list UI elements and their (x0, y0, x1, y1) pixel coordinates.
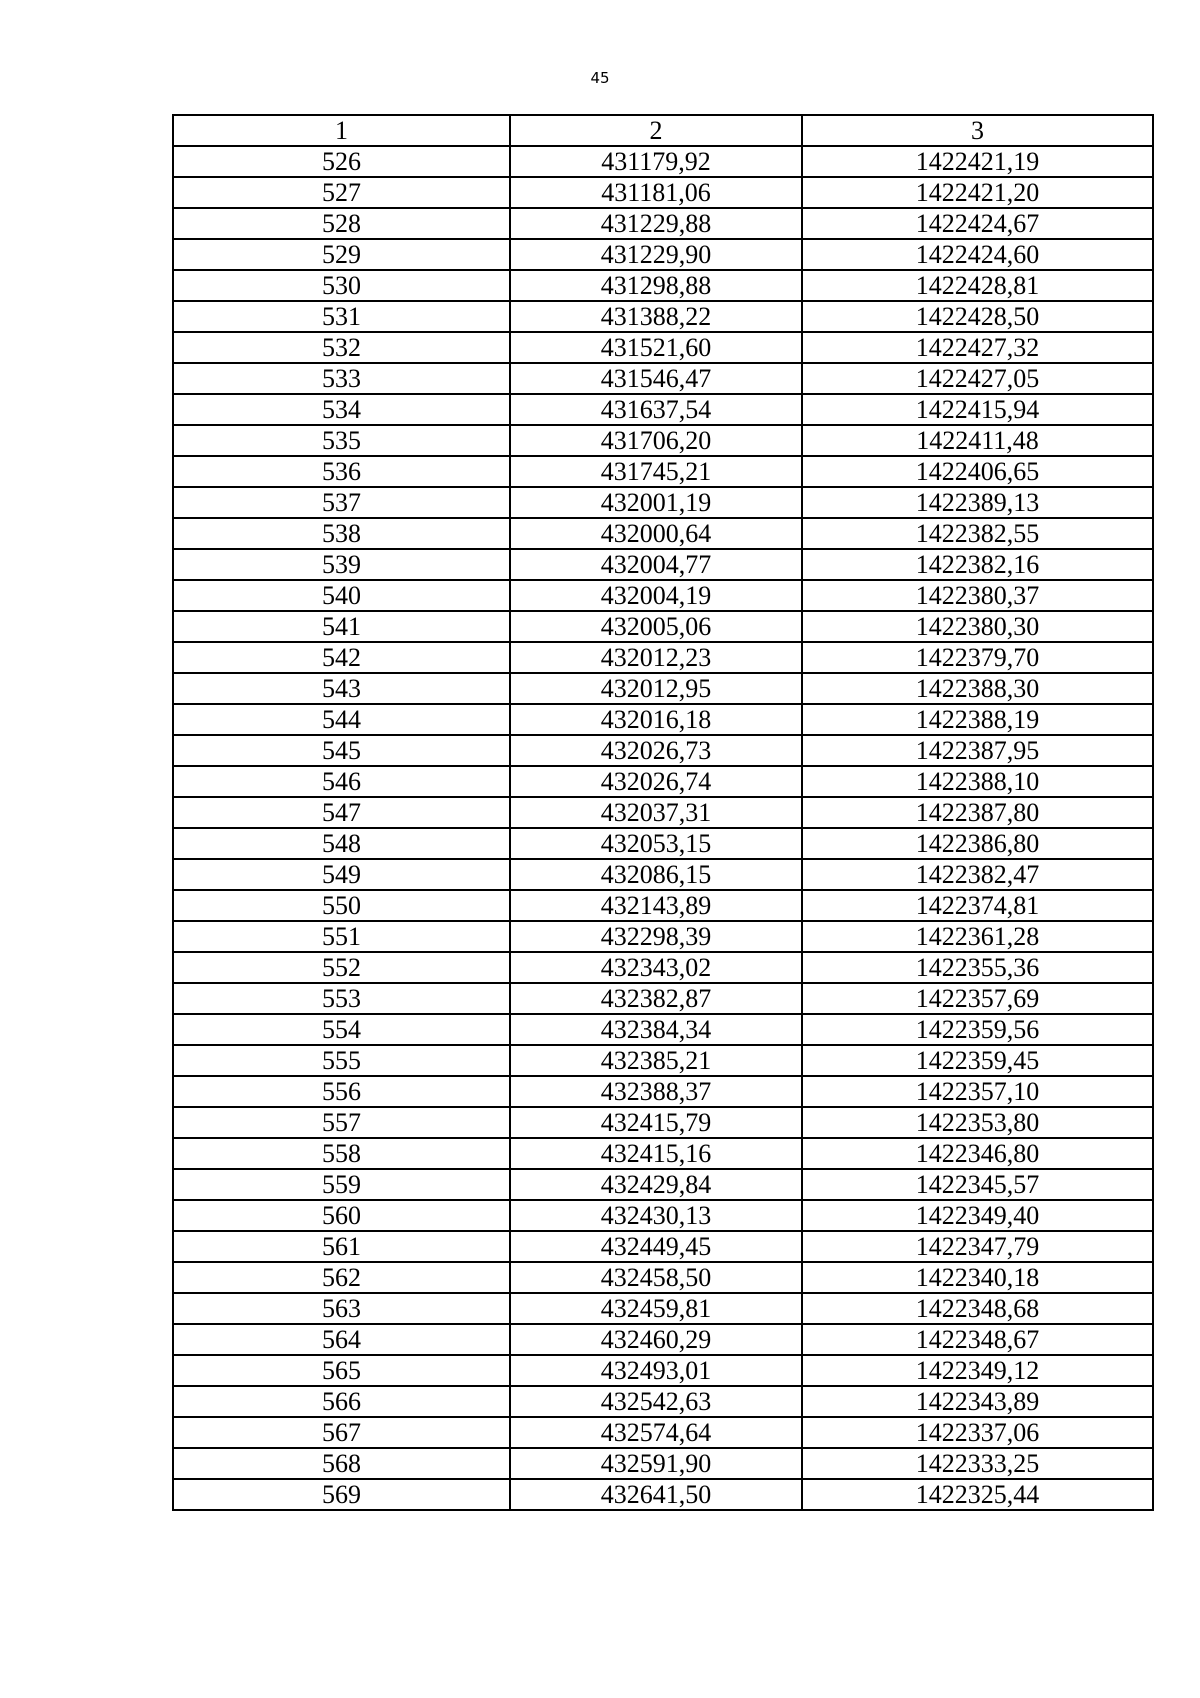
table-row (173, 239, 1153, 270)
x-coordinate-cell: 432574,64 (510, 1417, 802, 1448)
table-row (173, 1169, 1153, 1200)
point-number-cell: 547 (173, 797, 510, 828)
y-coordinate-cell: 1422382,47 (802, 859, 1153, 890)
point-number-cell: 548 (173, 828, 510, 859)
x-coordinate-cell: 432026,74 (510, 766, 802, 797)
point-number-cell: 542 (173, 642, 510, 673)
y-coordinate-cell: 1422361,28 (802, 921, 1153, 952)
table-row (173, 208, 1153, 239)
y-coordinate-cell: 1422382,55 (802, 518, 1153, 549)
point-number-cell: 561 (173, 1231, 510, 1262)
x-coordinate-cell: 432012,95 (510, 673, 802, 704)
table-row (173, 1355, 1153, 1386)
x-coordinate-cell: 432298,39 (510, 921, 802, 952)
y-coordinate-cell: 1422333,25 (802, 1448, 1153, 1479)
table-row (173, 270, 1153, 301)
x-coordinate-cell: 432430,13 (510, 1200, 802, 1231)
point-number-cell: 567 (173, 1417, 510, 1448)
x-coordinate-cell: 432385,21 (510, 1045, 802, 1076)
y-coordinate-cell: 1422427,05 (802, 363, 1153, 394)
table-row (173, 735, 1153, 766)
table-row (173, 301, 1153, 332)
y-coordinate-cell: 1422348,68 (802, 1293, 1153, 1324)
y-coordinate-cell: 1422346,80 (802, 1138, 1153, 1169)
point-number-cell: 535 (173, 425, 510, 456)
table-row (173, 952, 1153, 983)
table-row (173, 859, 1153, 890)
table-row (173, 766, 1153, 797)
y-coordinate-cell: 1422427,32 (802, 332, 1153, 363)
y-coordinate-cell: 1422345,57 (802, 1169, 1153, 1200)
y-coordinate-cell: 1422380,30 (802, 611, 1153, 642)
table-row (173, 921, 1153, 952)
x-coordinate-cell: 432415,79 (510, 1107, 802, 1138)
y-coordinate-cell: 1422359,45 (802, 1045, 1153, 1076)
point-number-cell: 534 (173, 394, 510, 425)
x-coordinate-cell: 431546,47 (510, 363, 802, 394)
y-coordinate-cell: 1422379,70 (802, 642, 1153, 673)
x-coordinate-cell: 432004,19 (510, 580, 802, 611)
x-coordinate-cell: 432000,64 (510, 518, 802, 549)
y-coordinate-cell: 1422325,44 (802, 1479, 1153, 1510)
y-coordinate-cell: 1422421,19 (802, 146, 1153, 177)
table-row (173, 580, 1153, 611)
point-number-cell: 565 (173, 1355, 510, 1386)
x-coordinate-cell: 432591,90 (510, 1448, 802, 1479)
point-number-cell: 540 (173, 580, 510, 611)
point-number-cell: 541 (173, 611, 510, 642)
x-coordinate-cell: 432053,15 (510, 828, 802, 859)
y-coordinate-cell: 1422421,20 (802, 177, 1153, 208)
table-row (173, 1076, 1153, 1107)
x-coordinate-cell: 432016,18 (510, 704, 802, 735)
x-coordinate-cell: 432641,50 (510, 1479, 802, 1510)
x-coordinate-cell: 431388,22 (510, 301, 802, 332)
table-row (173, 363, 1153, 394)
x-coordinate-cell: 432026,73 (510, 735, 802, 766)
point-number-cell: 533 (173, 363, 510, 394)
point-number-cell: 529 (173, 239, 510, 270)
x-coordinate-cell: 431298,88 (510, 270, 802, 301)
point-number-cell: 546 (173, 766, 510, 797)
point-number-cell: 527 (173, 177, 510, 208)
y-coordinate-cell: 1422388,19 (802, 704, 1153, 735)
x-coordinate-cell: 432382,87 (510, 983, 802, 1014)
point-number-cell: 558 (173, 1138, 510, 1169)
table-row (173, 1045, 1153, 1076)
column-header-3: 3 (802, 115, 1153, 146)
point-number-cell: 556 (173, 1076, 510, 1107)
point-number-cell: 569 (173, 1479, 510, 1510)
x-coordinate-cell: 432143,89 (510, 890, 802, 921)
y-coordinate-cell: 1422357,10 (802, 1076, 1153, 1107)
point-number-cell: 554 (173, 1014, 510, 1045)
table-row (173, 456, 1153, 487)
point-number-cell: 526 (173, 146, 510, 177)
table-row (173, 1324, 1153, 1355)
y-coordinate-cell: 1422428,81 (802, 270, 1153, 301)
table-row (173, 890, 1153, 921)
y-coordinate-cell: 1422380,37 (802, 580, 1153, 611)
point-number-cell: 568 (173, 1448, 510, 1479)
point-number-cell: 539 (173, 549, 510, 580)
x-coordinate-cell: 432384,34 (510, 1014, 802, 1045)
table-row (173, 425, 1153, 456)
y-coordinate-cell: 1422406,65 (802, 456, 1153, 487)
point-number-cell: 564 (173, 1324, 510, 1355)
y-coordinate-cell: 1422355,36 (802, 952, 1153, 983)
point-number-cell: 553 (173, 983, 510, 1014)
x-coordinate-cell: 432005,06 (510, 611, 802, 642)
y-coordinate-cell: 1422387,95 (802, 735, 1153, 766)
x-coordinate-cell: 432001,19 (510, 487, 802, 518)
x-coordinate-cell: 432458,50 (510, 1262, 802, 1293)
point-number-cell: 528 (173, 208, 510, 239)
x-coordinate-cell: 431745,21 (510, 456, 802, 487)
point-number-cell: 551 (173, 921, 510, 952)
table-row (173, 146, 1153, 177)
point-number-cell: 562 (173, 1262, 510, 1293)
x-coordinate-cell: 431706,20 (510, 425, 802, 456)
table-row (173, 518, 1153, 549)
point-number-cell: 563 (173, 1293, 510, 1324)
x-coordinate-cell: 432429,84 (510, 1169, 802, 1200)
x-coordinate-cell: 432037,31 (510, 797, 802, 828)
y-coordinate-cell: 1422424,60 (802, 239, 1153, 270)
x-coordinate-cell: 432004,77 (510, 549, 802, 580)
point-number-cell: 531 (173, 301, 510, 332)
table-row (173, 1138, 1153, 1169)
x-coordinate-cell: 432388,37 (510, 1076, 802, 1107)
x-coordinate-cell: 432449,45 (510, 1231, 802, 1262)
y-coordinate-cell: 1422374,81 (802, 890, 1153, 921)
y-coordinate-cell: 1422347,79 (802, 1231, 1153, 1262)
point-number-cell: 566 (173, 1386, 510, 1417)
table-row (173, 1231, 1153, 1262)
point-number-cell: 532 (173, 332, 510, 363)
table-row (173, 828, 1153, 859)
y-coordinate-cell: 1422428,50 (802, 301, 1153, 332)
point-number-cell: 537 (173, 487, 510, 518)
table-row (173, 1107, 1153, 1138)
table-row (173, 1014, 1153, 1045)
point-number-cell: 560 (173, 1200, 510, 1231)
y-coordinate-cell: 1422349,12 (802, 1355, 1153, 1386)
coordinates-table (172, 114, 1154, 1511)
y-coordinate-cell: 1422411,48 (802, 425, 1153, 456)
point-number-cell: 559 (173, 1169, 510, 1200)
table-row (173, 1262, 1153, 1293)
y-coordinate-cell: 1422389,13 (802, 487, 1153, 518)
table-row (173, 177, 1153, 208)
column-header-1: 1 (173, 115, 510, 146)
point-number-cell: 538 (173, 518, 510, 549)
x-coordinate-cell: 432415,16 (510, 1138, 802, 1169)
x-coordinate-cell: 431179,92 (510, 146, 802, 177)
y-coordinate-cell: 1422424,67 (802, 208, 1153, 239)
x-coordinate-cell: 432460,29 (510, 1324, 802, 1355)
x-coordinate-cell: 432493,01 (510, 1355, 802, 1386)
y-coordinate-cell: 1422382,16 (802, 549, 1153, 580)
table-row (173, 611, 1153, 642)
table-row (173, 797, 1153, 828)
x-coordinate-cell: 432459,81 (510, 1293, 802, 1324)
y-coordinate-cell: 1422343,89 (802, 1386, 1153, 1417)
point-number-cell: 544 (173, 704, 510, 735)
table-row (173, 394, 1153, 425)
table-row (173, 1200, 1153, 1231)
point-number-cell: 557 (173, 1107, 510, 1138)
y-coordinate-cell: 1422340,18 (802, 1262, 1153, 1293)
table-row (173, 1293, 1153, 1324)
x-coordinate-cell: 431229,90 (510, 239, 802, 270)
table-body (173, 146, 1153, 1510)
table-row (173, 673, 1153, 704)
table-row (173, 332, 1153, 363)
point-number-cell: 549 (173, 859, 510, 890)
y-coordinate-cell: 1422415,94 (802, 394, 1153, 425)
point-number-cell: 550 (173, 890, 510, 921)
table-row (173, 1448, 1153, 1479)
x-coordinate-cell: 431521,60 (510, 332, 802, 363)
point-number-cell: 530 (173, 270, 510, 301)
x-coordinate-cell: 432343,02 (510, 952, 802, 983)
y-coordinate-cell: 1422349,40 (802, 1200, 1153, 1231)
table-row (173, 642, 1153, 673)
y-coordinate-cell: 1422387,80 (802, 797, 1153, 828)
point-number-cell: 552 (173, 952, 510, 983)
y-coordinate-cell: 1422337,06 (802, 1417, 1153, 1448)
y-coordinate-cell: 1422353,80 (802, 1107, 1153, 1138)
y-coordinate-cell: 1422359,56 (802, 1014, 1153, 1045)
point-number-cell: 555 (173, 1045, 510, 1076)
point-number-cell: 545 (173, 735, 510, 766)
table-row (173, 704, 1153, 735)
y-coordinate-cell: 1422357,69 (802, 983, 1153, 1014)
table-row (173, 983, 1153, 1014)
y-coordinate-cell: 1422388,30 (802, 673, 1153, 704)
table-row (173, 487, 1153, 518)
y-coordinate-cell: 1422386,80 (802, 828, 1153, 859)
x-coordinate-cell: 431637,54 (510, 394, 802, 425)
table-row (173, 1417, 1153, 1448)
table-header-row (173, 115, 1153, 146)
x-coordinate-cell: 432086,15 (510, 859, 802, 890)
page-number: 45 (590, 69, 610, 87)
x-coordinate-cell: 432542,63 (510, 1386, 802, 1417)
table-row (173, 1479, 1153, 1510)
y-coordinate-cell: 1422388,10 (802, 766, 1153, 797)
point-number-cell: 543 (173, 673, 510, 704)
x-coordinate-cell: 431181,06 (510, 177, 802, 208)
point-number-cell: 536 (173, 456, 510, 487)
table-row (173, 549, 1153, 580)
y-coordinate-cell: 1422348,67 (802, 1324, 1153, 1355)
x-coordinate-cell: 431229,88 (510, 208, 802, 239)
table-row (173, 1386, 1153, 1417)
x-coordinate-cell: 432012,23 (510, 642, 802, 673)
column-header-2: 2 (510, 115, 802, 146)
